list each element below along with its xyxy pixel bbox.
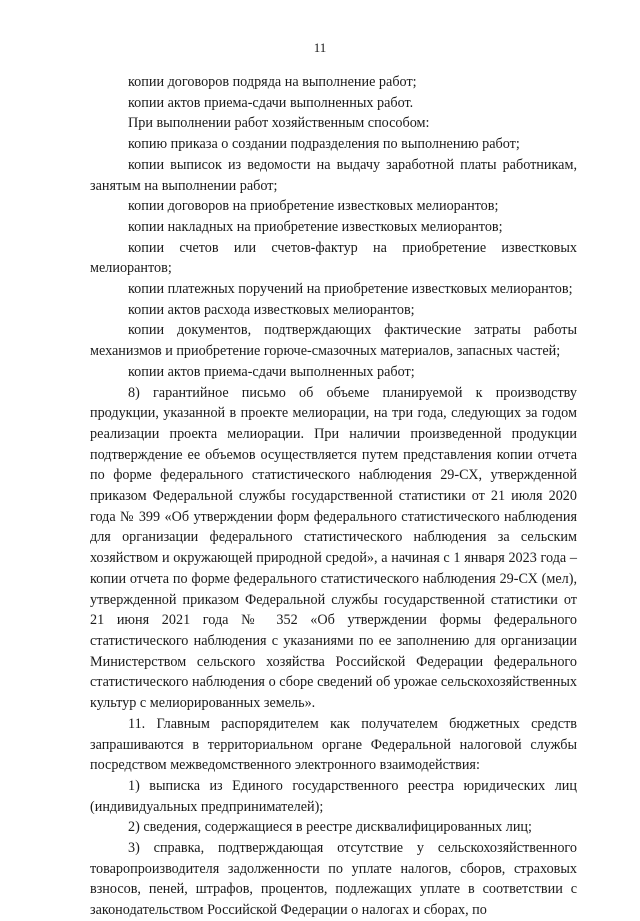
paragraph: При выполнении работ хозяйственным способом: <box>128 115 430 132</box>
paragraph: копии счетов или счетов-фактур на приобретение известковых мелиорантов; <box>90 239 577 277</box>
paragraph: копии договоров на приобретение известковых мелиорантов; <box>128 198 499 215</box>
paragraph: 2) сведения, содержащиеся в реестре дисквалифицированных лиц; <box>128 819 532 836</box>
paragraph: копии договоров подряда на выполнение работ; <box>128 74 417 90</box>
paragraph: копии актов приема-сдачи выполненных работ; <box>128 363 415 380</box>
paragraph: копию приказа о создании подразделения по выполнению работ; <box>128 136 520 153</box>
paragraph: копии выписок из ведомости на выдачу заработной платы работникам, занятым на выполнении работ; <box>90 156 577 194</box>
paragraph: 3) справка, подтверждающая отсутствие у сельскохозяйственного товаропроизводителя задолженности по уплате налогов, сборов, страховых взносов, пеней, штрафов, процентов, подлежащих уплате в соответствии с законодательством Российской Федерации о налогах и сборах, по <box>90 840 577 919</box>
page-number: 11 <box>313 40 327 55</box>
paragraph: копии накладных на приобретение известковых мелиорантов; <box>128 218 503 235</box>
paragraph: копии актов приема-сдачи выполненных работ. <box>128 94 414 111</box>
paragraph: 8) гарантийное письмо об объеме планируемой к производству продукции, указанной в проекте мелиорации, на три года, следующих за годом реализации проекта мелиорации. При наличии произведенной продукции подтверждение ее объемов осуществляется путем представления копии отчета по форме федерального статистического наблюдения 29-СХ, утвержденной приказом Федеральной службы государственной статистики от 21 июля 2020 года № 399 «Об утверждении форм федерального статистического наблюдения для организации федерального статистического наблюдения за сельским хозяйством и окружающей природной средой», а начиная с 1 января 2023 года – копии отчета по форме федерального статистического наблюдения 29-СХ (мел), утвержденной приказом Федеральной службы государственной статистики от 21 июня 2021 года № 352 «Об утверждении формы федерального статистического наблюдения с указаниями по ее заполнению для организации Министерством сельского хозяйства Российской Федерации федерального статистического наблюдения о сборе сведений об урожае сельскохозяйственных культур с мелиорированных земель». <box>90 384 577 712</box>
document-body <box>90 72 577 921</box>
paragraph: копии платежных поручений на приобретение известковых мелиорантов; <box>128 281 573 298</box>
paragraph: копии документов, подтверждающих фактические затраты работы механизмов и приобретение горюче-смазочных материалов, запасных частей; <box>90 322 577 360</box>
paragraph: копии актов расхода известковых мелиорантов; <box>128 301 415 318</box>
paragraph: 1) выписка из Единого государственного реестра юридических лиц (индивидуальных предпринимателей); <box>90 777 577 815</box>
paragraph: 11. Главным распорядителем как получателем бюджетных средств запрашиваются в территориальном органе Федеральной налоговой службы посредством межведомственного электронного взаимодействия: <box>90 715 577 774</box>
